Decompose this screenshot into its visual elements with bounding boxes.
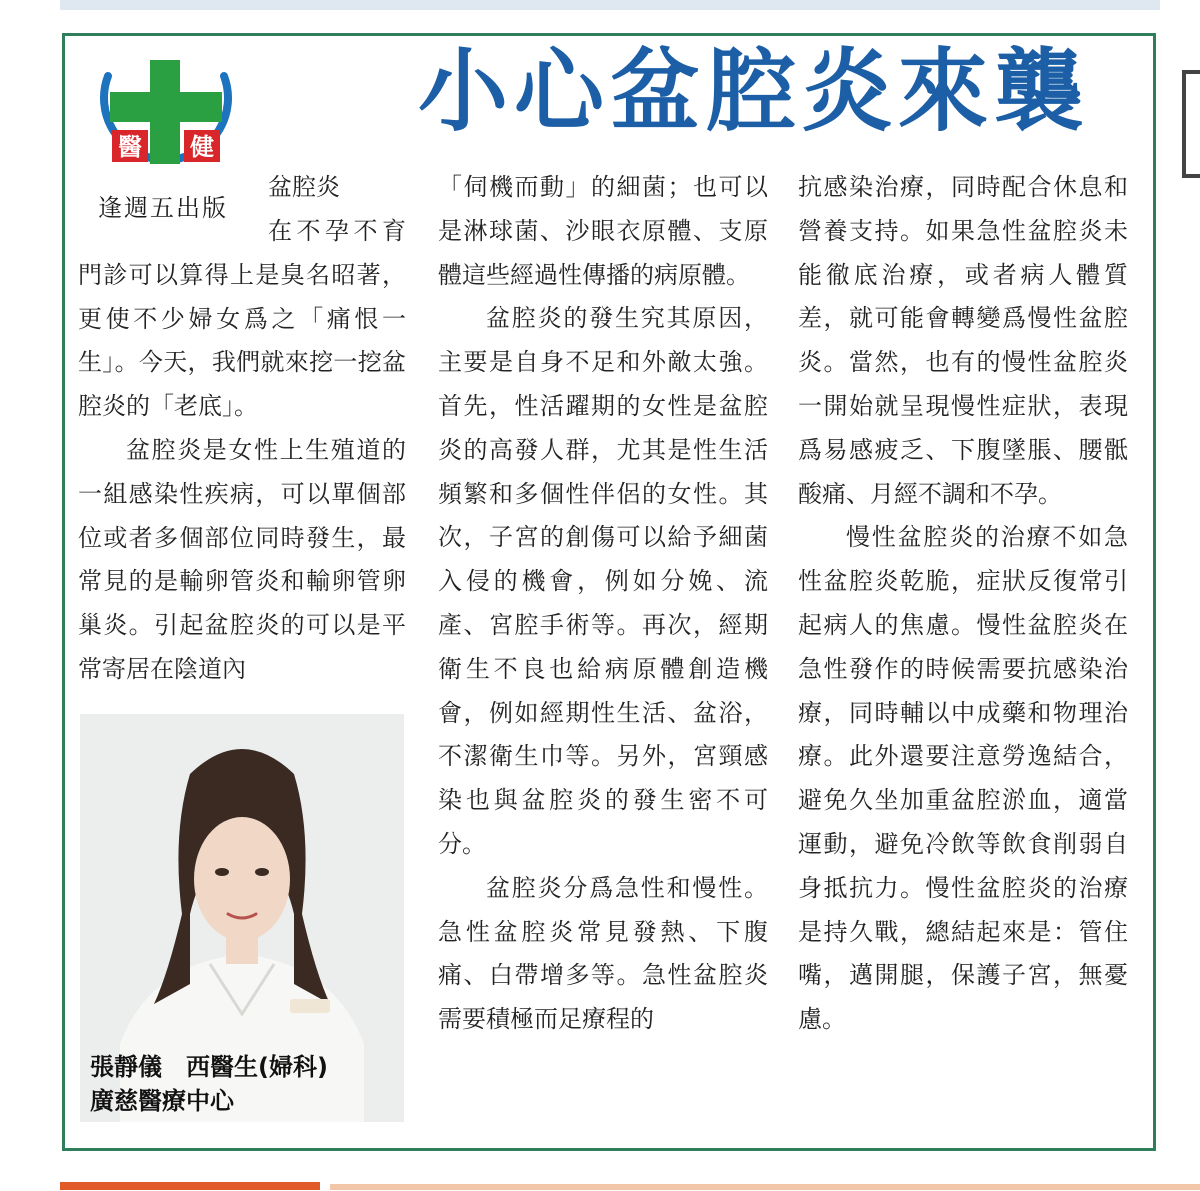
article-headline: 小心盆腔炎來襲 xyxy=(418,38,1090,144)
column-1-head-line: 盆腔炎 xyxy=(268,173,340,201)
adjacent-page-fragment xyxy=(1182,70,1200,178)
coat-badge xyxy=(290,999,330,1013)
bottom-strip xyxy=(60,1172,1200,1191)
top-strip xyxy=(60,0,1200,10)
column-1-paragraph-1: 在不孕不育門診可以算得上是臭名昭著，更使不少婦女爲之「痛恨一生」。今天，我們就來挖一挖盆腔炎的「老底」。 xyxy=(78,217,406,421)
column-1-paragraph-2: 盆腔炎是女性上生殖道的一組感染性疾病，可以單個部位或者多個部位同時發生，最常見的是輸卵管炎和輸卵管卵巢炎。引起盆腔炎的可以是平常寄居在陰道內 xyxy=(78,435,406,683)
logo-char-left: 醫 xyxy=(118,133,142,161)
author-face xyxy=(194,817,290,941)
column-3-body xyxy=(798,166,1128,1042)
author-name-title: 張靜儀 西醫生(婦科) xyxy=(90,1053,328,1081)
column-2-paragraph-3: 盆腔炎分爲急性和慢性。急性盆腔炎常見發熱、下腹痛、白帶增多等。急性盆腔炎需要積極而足療程的 xyxy=(438,873,768,1034)
column-1-body xyxy=(78,210,406,692)
publication-schedule: 逢週五出版 xyxy=(98,194,228,222)
logo-char-right: 健 xyxy=(190,133,214,161)
author-institution: 廣慈醫療中心 xyxy=(90,1087,234,1115)
column-3-paragraph-1: 抗感染治療，同時配合休息和營養支持。如果急性盆腔炎未能徹底治療，或者病人體質差，就可能會轉變爲慢性盆腔炎。當然，也有的慢性盆腔炎一開始就呈現慢性症狀，表現爲易感疲乏、下腹墜脹、腰骶酸痛、月經不調和不孕。 xyxy=(798,173,1128,508)
column-2-paragraph-1: 「伺機而動」的細菌；也可以是淋球菌、沙眼衣原體、支原體這些經過性傳播的病原體。 xyxy=(438,173,768,289)
adjacent-column-edge xyxy=(1160,0,1200,1191)
column-1-head xyxy=(268,166,406,210)
column-2-paragraph-2: 盆腔炎的發生究其原因，主要是自身不足和外敵太強。首先，性活躍期的女性是盆腔炎的高發人群，尤其是性生活頻繁和多個性伴侶的女性。其次，子宮的創傷可以給予細菌入侵的機會，例如分娩、流產、宮腔手術等。再次，經期衛生不良也給病原體創造機會，例如經期性生活、盆浴，不潔衛生巾等。另外，宮頸感染也與盆腔炎的發生密不可分。 xyxy=(438,304,768,858)
column-3-paragraph-2: 慢性盆腔炎的治療不如急性盆腔炎乾脆，症狀反復常引起病人的焦慮。慢性盆腔炎在急性發作的時候需要抗感染治療，同時輔以中成藥和物理治療。此外還要注意勞逸結合，避免久坐加重盆腔淤血，適當運動，避免冷飲等飲食削弱自身抵抗力。慢性盆腔炎的治療是持久戰，總結起來是：管住嘴，邁開腿，保護子宮，無憂慮。 xyxy=(798,523,1128,1034)
logo-cross-horizontal xyxy=(110,92,222,122)
author-caption xyxy=(90,1050,328,1118)
column-logo xyxy=(88,56,244,186)
column-2-body xyxy=(438,166,768,1042)
